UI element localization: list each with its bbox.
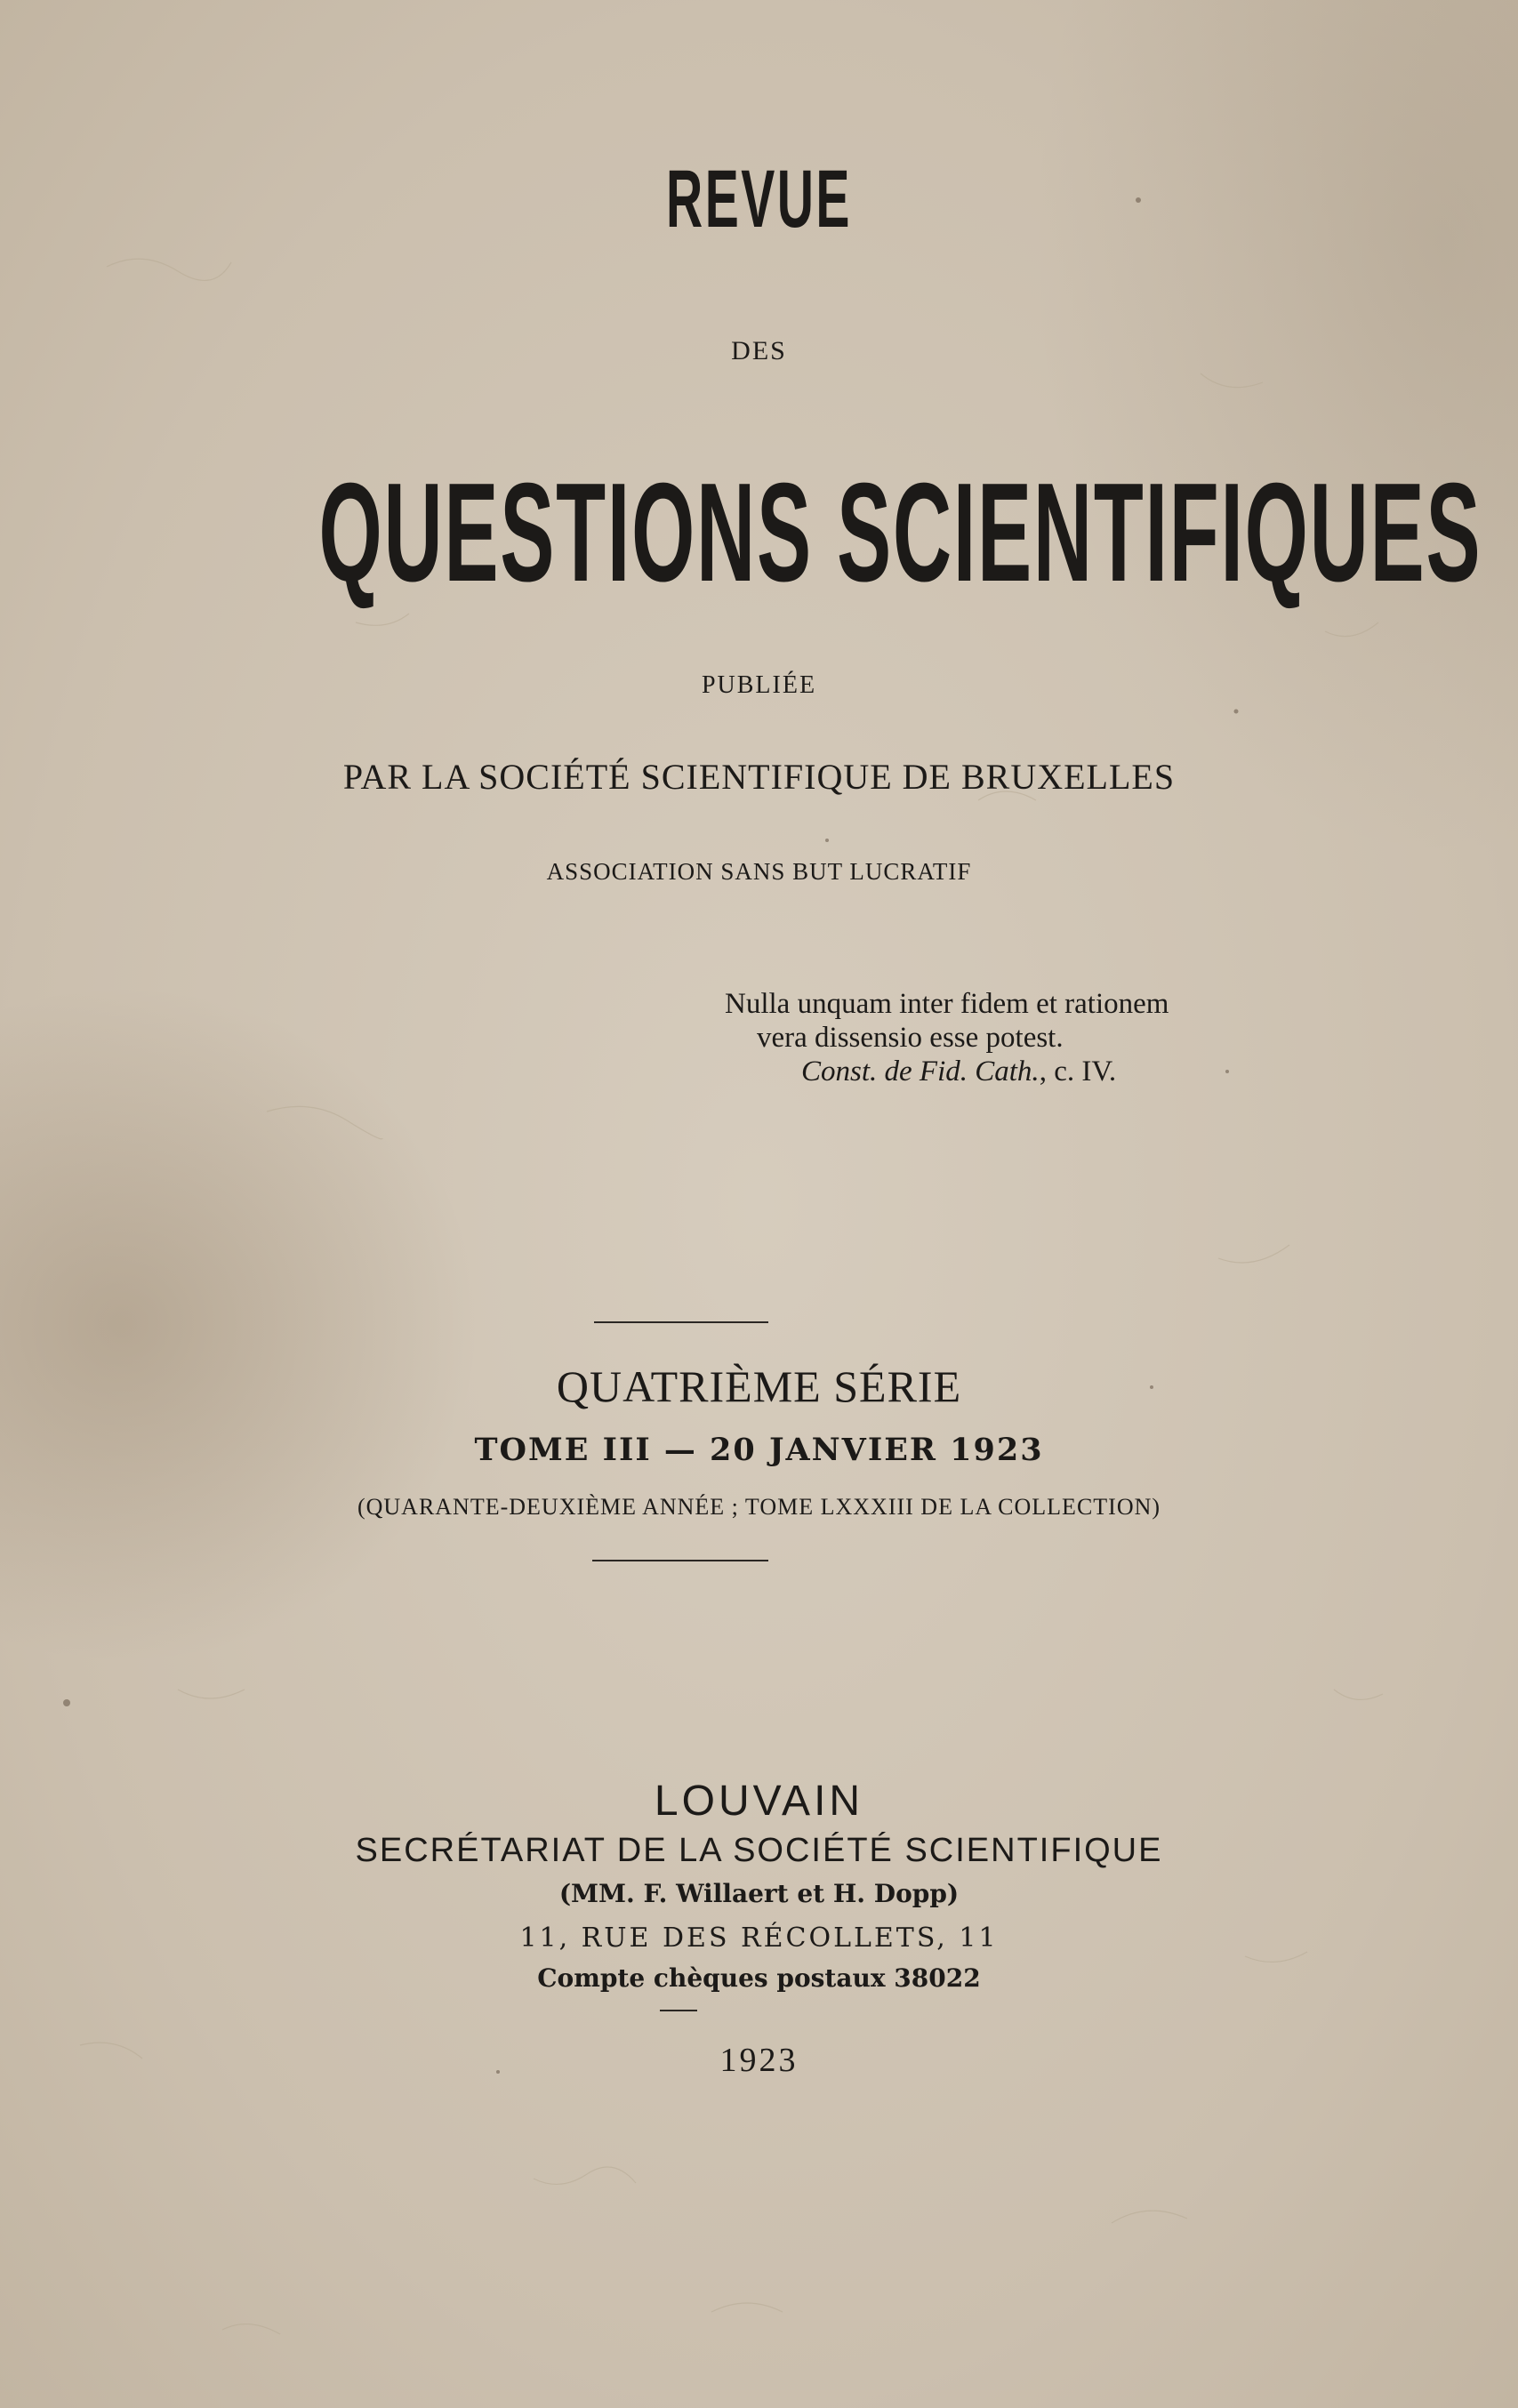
epigraph-source [725, 1055, 1169, 1088]
series-label: QUATRIÈME SÉRIE [556, 1361, 962, 1411]
epigraph [725, 987, 1169, 1088]
publisher-address: 11, RUE DES RÉCOLLETS, 11 [519, 1922, 999, 1954]
epigraph-line-2: vera dissensio esse potest. [757, 1022, 1064, 1054]
journal-title: QUESTIONS SCIENTIFIQUES [318, 454, 1482, 611]
postal-account: Compte chèques postaux 38022 [537, 1963, 981, 1993]
divider-bottom [592, 1560, 768, 1561]
epigraph-line-1: Nulla unquam inter fidem et rationem [725, 988, 1169, 1020]
publisher-secretariat: SECRÉTARIAT DE LA SOCIÉTÉ SCIENTIFIQUE [355, 1832, 1163, 1869]
publisher-names: (MM. F. Willaert et H. Dopp) [558, 1879, 960, 1908]
masthead-des: DES [731, 336, 787, 365]
publisher-city: LOUVAIN [654, 1778, 864, 1825]
publisher-society: PAR LA SOCIÉTÉ SCIENTIFIQUE DE BRUXELLES [342, 757, 1176, 797]
epigraph-source-ref: , c. IV. [1039, 1056, 1117, 1088]
tome-date: TOME III — 20 JANVIER 1923 [474, 1432, 1044, 1468]
publication-year: 1923 [719, 2042, 799, 2079]
year-collection-note: (QUARANTE-DEUXIÈME ANNÉE ; TOME LXXXIII DE LA COLLECTION) [357, 1494, 1161, 1520]
divider-small [660, 2010, 697, 2011]
divider-top [594, 1321, 768, 1323]
masthead-revue: REVUE [666, 154, 852, 245]
association-note: ASSOCIATION SANS BUT LUCRATIF [546, 858, 972, 885]
epigraph-source-title: Const. de Fid. Cath. [801, 1056, 1040, 1088]
masthead-publiee: PUBLIÉE [701, 671, 817, 699]
